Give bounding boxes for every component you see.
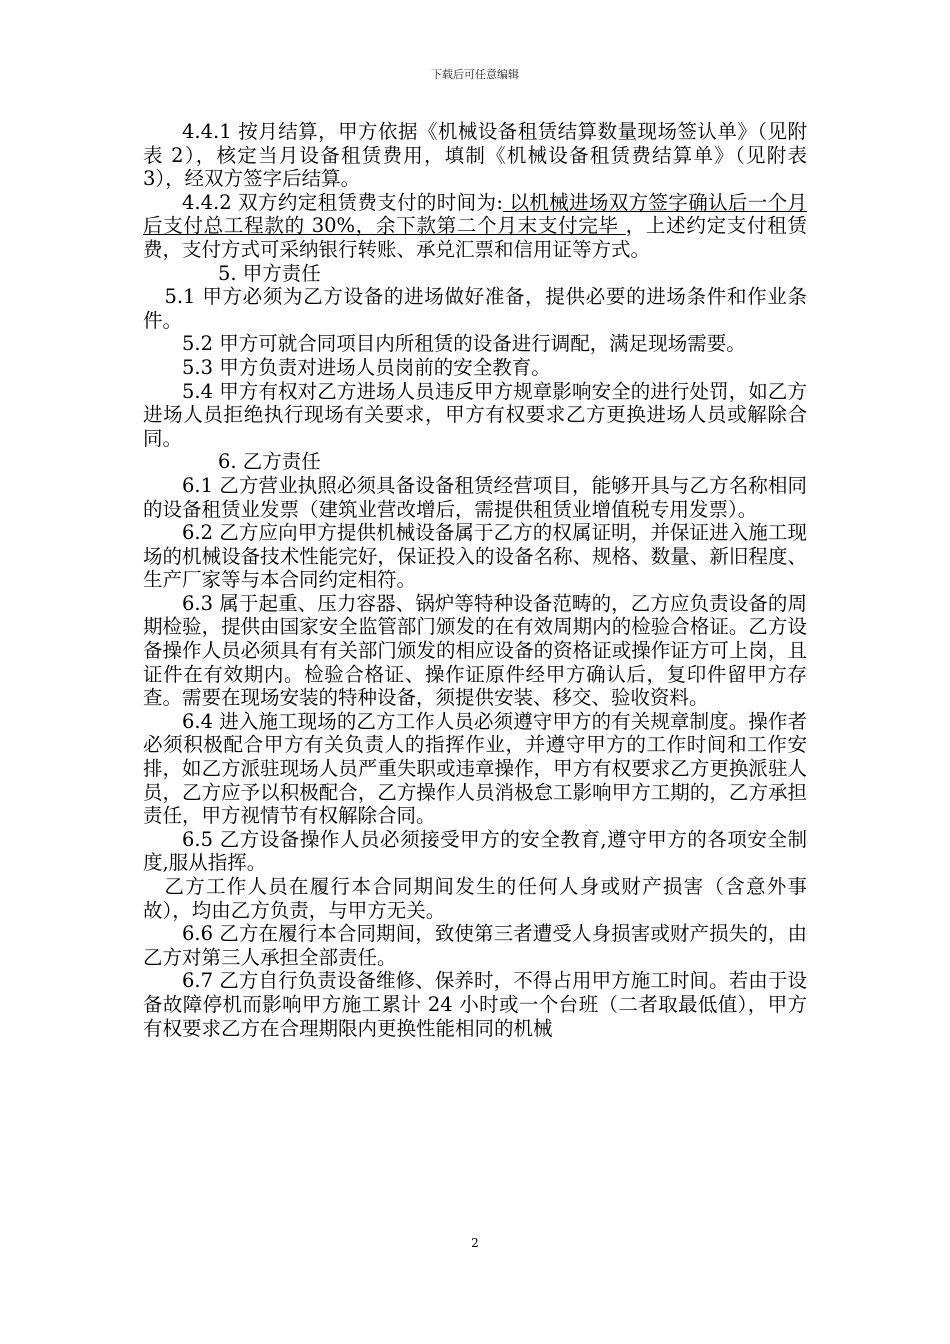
clause-4-4-1: 4.4.1 按月结算，甲方依据《机械设备租赁结算数量现场签认单》（见附表 2），核定当月设备租赁费用，填制《机械设备租赁费结算单》（见附表 3），经双方签字后结算。 <box>143 120 807 191</box>
clause-6-1: 6.1 乙方营业执照必须具备设备租赁经营项目，能够开具与乙方名称相同的设备租赁业发票（建筑业营改增后，需提供租赁业增值税专用发票）。 <box>143 473 807 521</box>
clause-6-7: 6.7 乙方自行负责设备维修、保养时，不得占用甲方施工时间。若由于设备故障停机而影响甲方施工累计 24 小时或一个台班（二者取最低值），甲方有权要求乙方在合理期限内更换性能相同的机械 <box>143 969 807 1040</box>
clause-4-4-2-underlined-terms: 以机械进场双方签字确认后一个月后支付总工程款的 30%，余下款第二个月末支付完毕 <box>143 190 808 238</box>
section-6-heading: 6. 乙方责任 <box>218 450 321 474</box>
section-5-heading: 5. 甲方责任 <box>218 261 321 285</box>
document-body <box>143 120 807 1040</box>
clause-4-4-2 <box>143 191 807 262</box>
clause-6-4: 6.4 进入施工现场的乙方工作人员必须遵守甲方的有关规章制度。操作者必须积极配合甲方有关负责人的指挥作业，并遵守甲方的工作时间和工作安排，如乙方派驻现场人员严重失职或违章操作，甲方有权要求乙方更换派驻人员，乙方应予以积极配合，乙方操作人员消极怠工影响甲方工期的，乙方承担责任，甲方视情节有权解除合同。 <box>143 709 807 828</box>
clause-5-3: 5.3 甲方负责对进场人员岗前的安全教育。 <box>182 355 551 379</box>
clause-6-6: 6.6 乙方在履行本合同期间，致使第三者遭受人身损害或财产损失的，由乙方对第三人承担全部责任。 <box>143 922 807 969</box>
clause-5-2: 5.2 甲方可就合同项目内所租赁的设备进行调配，满足现场需要。 <box>182 332 746 356</box>
clause-4-4-2-lead: 4.4.2 双方约定租赁费支付的时间为: <box>182 190 503 214</box>
page-number: 2 <box>471 1236 479 1250</box>
clause-5-1: 5.1 甲方必须为乙方设备的进场做好准备，提供必要的进场条件和作业条件。 <box>143 285 807 332</box>
clause-6-3: 6.3 属于起重、压力容器、锅炉等特种设备范畴的，乙方应负责设备的周期检验，提供由国家安全监管部门颁发的在有效周期内的检验合格证。乙方设备操作人员必须具有有关部门颁发的相应设备的资格证或操作证方可上岗，且证件在有效期内。检验合格证、操作证原件经甲方确认后，复印件留甲方存查。需要在现场安装的特种设备，须提供安装、移交、验收资料。 <box>143 591 807 710</box>
clause-6-5: 6.5 乙方设备操作人员必须接受甲方的安全教育,遵守甲方的各项安全制度,服从指挥。 <box>143 827 807 875</box>
clause-6-5-liability: 乙方工作人员在履行本合同期间发生的任何人身或财产损害（含意外事故），均由乙方负责，与甲方无关。 <box>143 875 807 922</box>
clause-5-4: 5.4 甲方有权对乙方进场人员违反甲方规章影响安全的进行处罚，如乙方进场人员拒绝执行现场有关要求，甲方有权要求乙方更换进场人员或解除合同。 <box>143 379 807 450</box>
page-header: 下载后可任意编辑 <box>431 68 519 81</box>
clause-6-2: 6.2 乙方应向甲方提供机械设备属于乙方的权属证明，并保证进入施工现场的机械设备技术性能完好，保证投入的设备名称、规格、数量、新旧程度、生产厂家等与本合同约定相符。 <box>143 521 807 592</box>
clause-4-4-2-tail: ，上述约定支付租赁费，支付方式可采纳银行转账、承兑汇票和信用证等方式。 <box>143 214 807 261</box>
